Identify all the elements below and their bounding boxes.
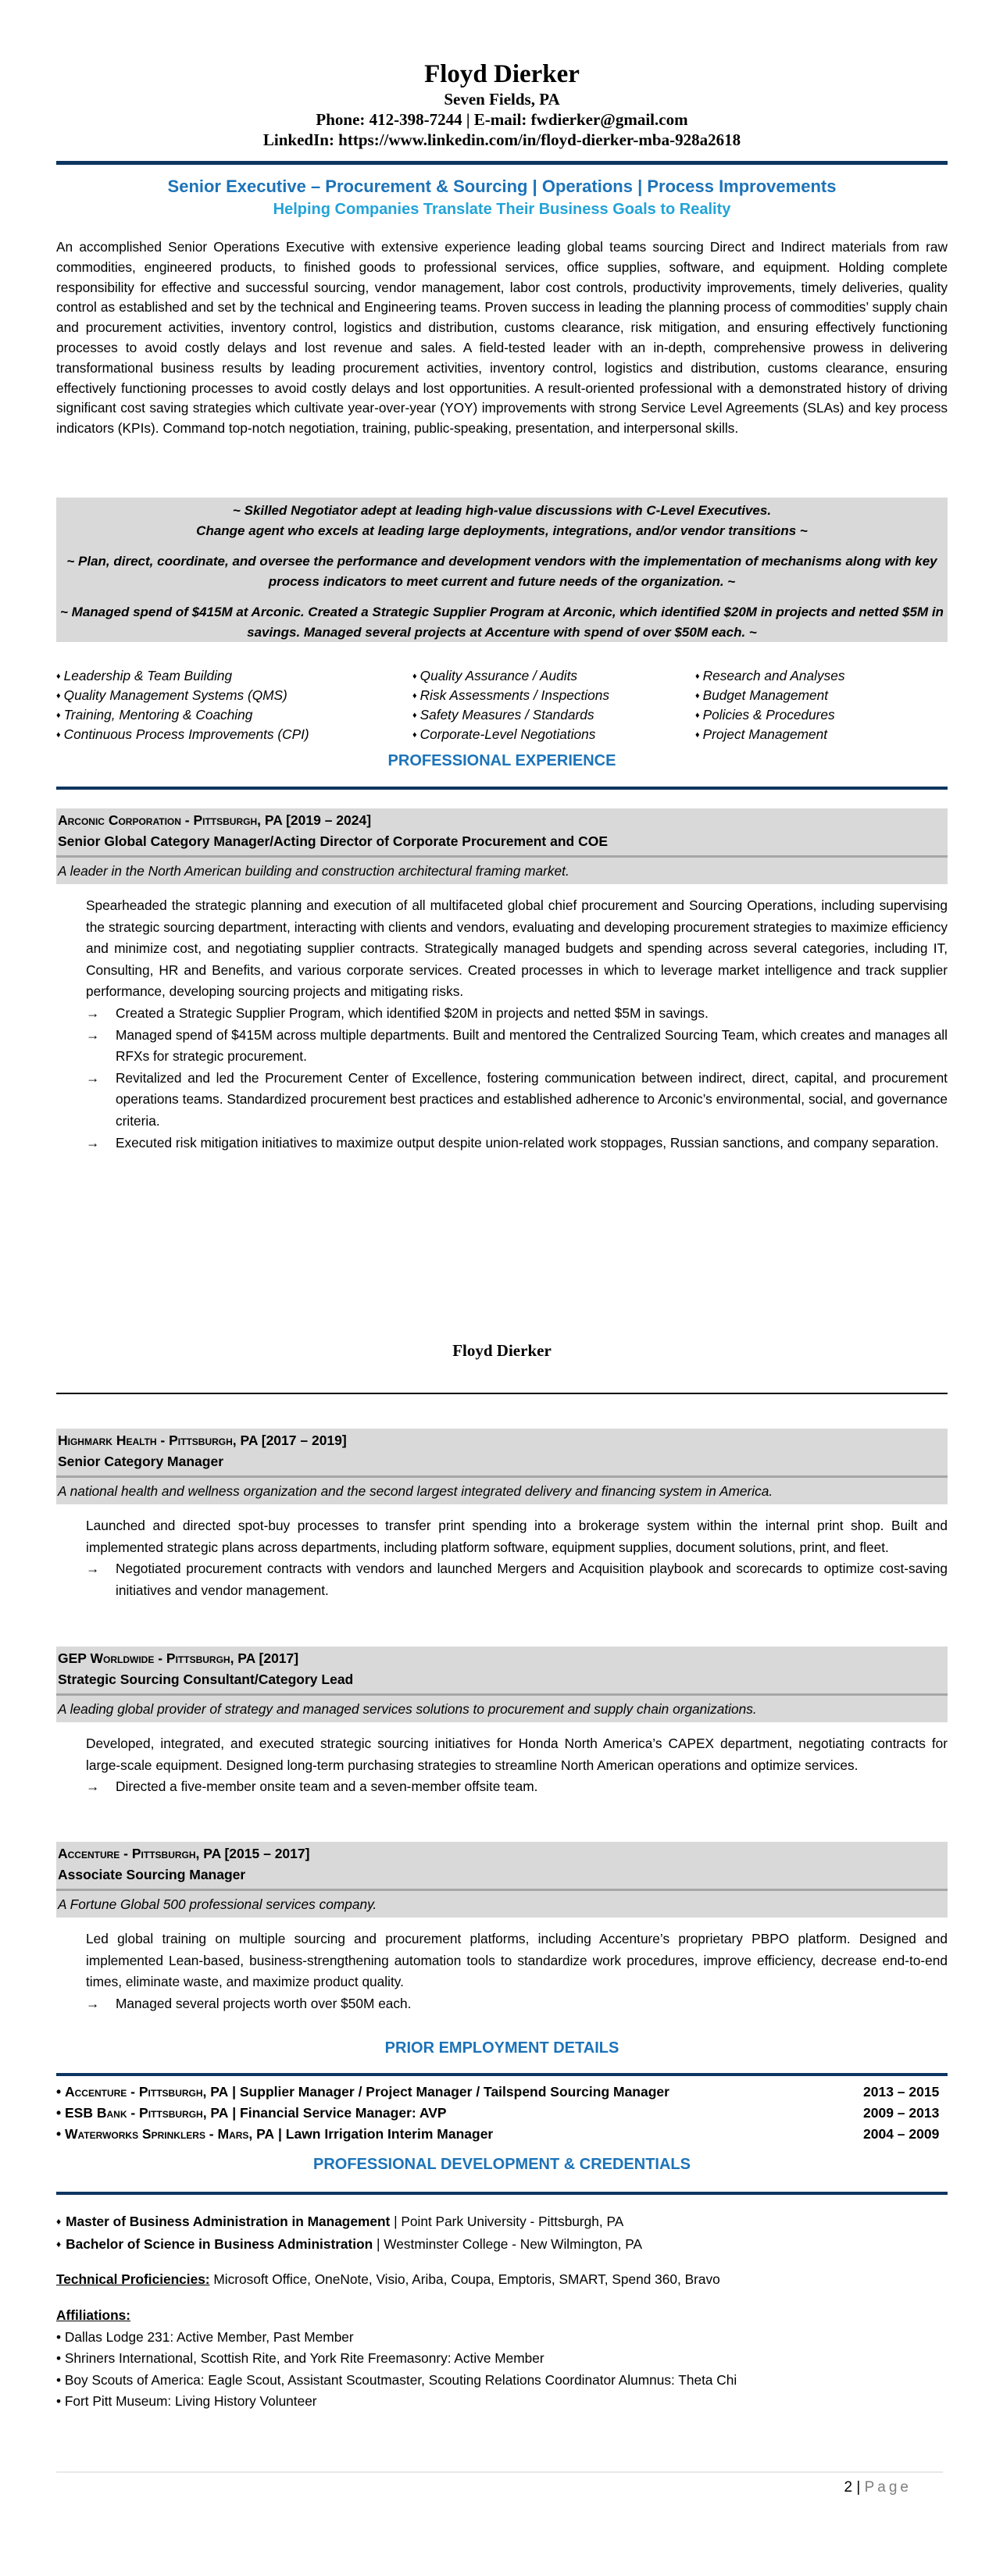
job-highmark xyxy=(56,1429,948,1601)
candidate-contact: Phone: 412-398-7244 | E-mail: fwdierker@gmail.com xyxy=(316,110,688,129)
section-heading-development: PROFESSIONAL DEVELOPMENT & CREDENTIALS xyxy=(312,2156,691,2173)
job-header-separator xyxy=(56,1889,948,1891)
skill-item: ♦ Research and Analyses xyxy=(695,666,948,686)
resume-header xyxy=(56,59,948,149)
arrow-icon: → xyxy=(86,1134,100,1151)
job-header xyxy=(56,1429,948,1504)
job-achievements xyxy=(86,1558,948,1601)
job-title: Associate Sourcing Manager xyxy=(58,1867,246,1882)
skill-item: ♦ Policies & Procedures xyxy=(695,705,948,725)
prior-employment-item: • Waterworks Sprinklers - Mars, PA | Lawn Irrigation Interim Manager 2004 – 2009 xyxy=(56,2124,948,2145)
skill-item: ♦ Quality Assurance / Audits xyxy=(412,666,695,686)
page2-header-name: Floyd Dierker xyxy=(452,1341,552,1360)
achievement-item: → Managed spend of $415M across multiple departments. Built and mentored the Centralized Sourcing Team, which creates and manages all RFXs for strategic procurement. xyxy=(86,1025,948,1068)
prior-dates: 2009 – 2013 xyxy=(863,2105,940,2121)
highlight-4: ~ Managed spend of $415M at Arconic. Created a Strategic Supplier Program at Arconic, which identified $20M in projects and netted $5M in savings. Managed several projects at Accenture with spend of over $50M each. ~ xyxy=(60,605,944,640)
job-header xyxy=(56,1647,948,1722)
affiliation-item: • Fort Pitt Museum: Living History Volunteer xyxy=(56,2392,317,2409)
skill-item: ♦ Corporate-Level Negotiations xyxy=(412,725,695,744)
arrow-icon: → xyxy=(86,1069,100,1086)
job-header-separator xyxy=(56,855,948,858)
job-company: Highmark Health - Pittsburgh, PA [2017 – 2019] xyxy=(58,1432,347,1448)
job-company-description: A Fortune Global 500 professional services company. xyxy=(58,1894,946,1914)
skill-item: ♦ Quality Management Systems (QMS) xyxy=(56,686,412,705)
job-company: GEP Worldwide - Pittsburgh, PA [2017] xyxy=(58,1650,299,1666)
section-heading-prior: PRIOR EMPLOYMENT DETAILS xyxy=(384,2039,619,2057)
job-company: Arconic Corporation - Pittsburgh, PA [2019 – 2024] xyxy=(58,812,372,828)
bullet-icon: • xyxy=(56,2084,65,2100)
bullet-icon: • xyxy=(56,2105,65,2121)
arrow-icon: → xyxy=(86,1995,100,2011)
highlight-1: ~ Skilled Negotiator adept at leading high-value discussions with C-Level Executives. xyxy=(232,503,772,518)
skills-column-1 xyxy=(56,666,412,744)
skill-item: ♦ Project Management xyxy=(695,725,948,744)
skill-item: ♦ Continuous Process Improvements (CPI) xyxy=(56,725,412,744)
professional-summary: An accomplished Senior Operations Executive with extensive experience leading global teams sourcing Direct and Indirect materials from raw commodities, engineered products, to finished goods to professional services, office supplies, software, and equipment. Holding complete responsibility for effective and successful sourcing, vendor management, labor cost controls, productivity improvements, timely deliveries, quality control as established and set by the technical and Engineering teams. Proven success in leading the planning process of commodities’ supply chain and procurement activities, inventory control, logistics and distribution, customs clearance, risk mitigation, and ensuring effectively functioning processes to avoid costly delays and lost revenue and sales. A field-tested leader with an in-depth, comprehensive prowess in delivering transformational business results by leading procurement activities, inventory control, logistics and distribution, customs clearance, ensuring effectively functioning processes to avoid costly delays and lost opportunities. A result-oriented professional with a demonstrated history of driving significant cost saving strategies which cultivate year-over-year (YOY) improvements with strong Service Level Agreements (SLAs) and key process indicators (KPIs). Command top-notch negotiation, training, public-speaking, presentation, and interpersonal skills. xyxy=(56,239,948,437)
technical-value: Microsoft Office, OneNote, Visio, Ariba, Coupa, Emptoris, SMART, Spend 360, Bravo xyxy=(209,2271,720,2287)
achievement-item: → Created a Strategic Supplier Program, which identified $20M in projects and netted $5M in savings. xyxy=(86,1003,948,1025)
job-company-description: A leading global provider of strategy and managed services solutions to procurement and supply chain organizations. xyxy=(58,1699,946,1719)
prior-employment-item: • Accenture - Pittsburgh, PA | Supplier Manager / Project Manager / Tailspend Sourcing Manager 2013 – 2015 xyxy=(56,2082,948,2103)
diamond-bullet-icon xyxy=(56,2236,66,2252)
job-achievements xyxy=(86,1776,948,1798)
affiliations xyxy=(56,2304,948,2412)
headline-subtitle: Helping Companies Translate Their Business Goals to Reality xyxy=(273,201,731,218)
achievement-item: → Revitalized and led the Procurement Center of Excellence, fostering communication between indirect, direct, capital, and procurement operations teams. Standardized procurement best practices and established adherence to Arconic’s environmental, social, and governance criteria. xyxy=(86,1068,948,1133)
job-arconic xyxy=(56,808,948,1154)
job-title: Senior Global Category Manager/Acting Director of Corporate Procurement and COE xyxy=(58,833,609,849)
job-summary: Led global training on multiple sourcing and procurement platforms, including Accenture’s proprietary PBPO platform. Designed and implemented Lean-based, business-strengthening automation tools to standardize work procedures, improve efficiency, decrease end-to-end times, eliminate waste, and maximize product quality. xyxy=(86,1931,948,1990)
affiliation-item: • Dallas Lodge 231: Active Member, Past Member xyxy=(56,2329,354,2345)
experience-divider xyxy=(56,787,948,790)
prior-dates: 2013 – 2015 xyxy=(863,2084,940,2100)
skill-item: ♦ Safety Measures / Standards xyxy=(412,705,695,725)
job-summary: Developed, integrated, and executed strategic sourcing initiatives for Honda North America’s CAPEX department, negotiating contracts for large-scale equipment. Designed long-term purchasing strategies to streamline North American operations and optimize services. xyxy=(86,1736,948,1773)
job-accenture xyxy=(56,1842,948,2014)
arrow-icon: → xyxy=(86,1026,100,1043)
skill-item: ♦ Risk Assessments / Inspections xyxy=(412,686,695,705)
highlight-3: ~ Plan, direct, coordinate, and oversee the performance and development vendors with the implementation of mechanisms along with key process indicators to meet current and future needs of the organization. ~ xyxy=(66,554,937,589)
header-divider xyxy=(56,161,948,165)
education-item: ♦ Bachelor of Science in Business Administration | Westminster College - New Wilmington, PA xyxy=(56,2233,948,2256)
prior-employment-item: • ESB Bank - Pittsburgh, PA | Financial Service Manager: AVP 2009 – 2013 xyxy=(56,2103,948,2124)
job-title: Strategic Sourcing Consultant/Category Lead xyxy=(58,1672,354,1687)
page2-header-divider xyxy=(56,1393,948,1394)
education-list xyxy=(56,2210,948,2256)
affiliation-item: • Boy Scouts of America: Eagle Scout, Assistant Scoutmaster, Scouting Relations Coordinator Alumnus: Theta Chi xyxy=(56,2371,737,2388)
skill-item: ♦ Budget Management xyxy=(695,686,948,705)
page-number: 2 | Page xyxy=(844,2479,912,2496)
skills-column-2 xyxy=(412,666,695,744)
footer-divider xyxy=(56,2471,943,2473)
job-summary: Spearheaded the strategic planning and execution of all multifaceted global chief procurement and Sourcing Operations, including supervising the strategic sourcing department, interacting with clients and vendors, evaluating and developing procurement strategies to maximize efficiency and minimize cost, and negotiating supplier contracts. Strategically managed budgets and spending across several categories, including IT, Consulting, HR and Benefits, and various corporate services. Created processes in which to leverage market intelligence and track supplier performance, developing sourcing projects and mitigating risks. xyxy=(86,897,948,1000)
highlights-box xyxy=(56,498,948,642)
candidate-name: Floyd Dierker xyxy=(424,60,580,88)
headline xyxy=(56,175,948,220)
job-gep xyxy=(56,1647,948,1798)
prior-dates: 2004 – 2009 xyxy=(863,2126,940,2142)
job-title: Senior Category Manager xyxy=(58,1454,223,1469)
candidate-linkedin[interactable]: LinkedIn: https://www.linkedin.com/in/floyd-dierker-mba-928a2618 xyxy=(262,130,741,149)
highlight-2: Change agent who excels at leading large deployments, integrations, and/or vendor transitions ~ xyxy=(196,523,808,538)
affiliation-item: • Shriners International, Scottish Rite, and York Rite Freemasonry: Active Member xyxy=(56,2350,544,2367)
skills-column-3 xyxy=(695,666,948,744)
job-summary: Launched and directed spot-buy processes to transfer print spending into a brokerage system within the internal print shop. Built and implemented strategic plans across departments, including platform software, equipment supplies, document solutions, print, and fleet. xyxy=(86,1518,948,1555)
arrow-icon: → xyxy=(86,1779,100,1795)
job-company: Accenture - Pittsburgh, PA [2015 – 2017] xyxy=(58,1846,310,1861)
section-heading-experience: PROFESSIONAL EXPERIENCE xyxy=(387,752,616,769)
achievement-item: → Executed risk mitigation initiatives to maximize output despite union-related work stoppages, Russian sanctions, and company separation. xyxy=(86,1133,948,1154)
job-achievements xyxy=(86,1003,948,1154)
prior-employment-list xyxy=(56,2082,948,2145)
achievement-item: → Managed several projects worth over $50M each. xyxy=(86,1993,948,2015)
core-skills xyxy=(56,666,948,744)
affiliations-label: Affiliations: xyxy=(56,2307,131,2323)
job-header-separator xyxy=(56,1693,948,1696)
prior-divider xyxy=(56,2073,948,2076)
job-header xyxy=(56,808,948,884)
achievement-item: → Directed a five-member onsite team and a seven-member offsite team. xyxy=(86,1776,948,1798)
job-company-description: A leader in the North American building and construction architectural framing market. xyxy=(58,861,946,881)
development-divider xyxy=(56,2192,948,2195)
bullet-icon: • xyxy=(56,2126,65,2142)
job-company-description: A national health and wellness organization and the second largest integrated delivery and financing system in America. xyxy=(58,1481,946,1501)
candidate-location: Seven Fields, PA xyxy=(444,90,560,109)
skill-item: ♦ Training, Mentoring & Coaching xyxy=(56,705,412,725)
skill-item: ♦ Leadership & Team Building xyxy=(56,666,412,686)
job-achievements xyxy=(86,1993,948,2015)
technical-proficiencies xyxy=(56,2268,948,2291)
job-header xyxy=(56,1842,948,1918)
arrow-icon: → xyxy=(86,1561,100,1577)
job-header-separator xyxy=(56,1475,948,1478)
education-item: ♦ Master of Business Administration in Management | Point Park University - Pittsburgh, PA xyxy=(56,2210,948,2233)
technical-label: Technical Proficiencies: xyxy=(56,2271,210,2287)
achievement-item: → Negotiated procurement contracts with vendors and launched Mergers and Acquisition playbook and scorecards to optimize cost-saving initiatives and vendor management. xyxy=(86,1558,948,1601)
headline-title: Senior Executive – Procurement & Sourcing | Operations | Process Improvements xyxy=(167,177,837,196)
arrow-icon: → xyxy=(86,1004,100,1021)
diamond-bullet-icon xyxy=(56,2214,66,2229)
